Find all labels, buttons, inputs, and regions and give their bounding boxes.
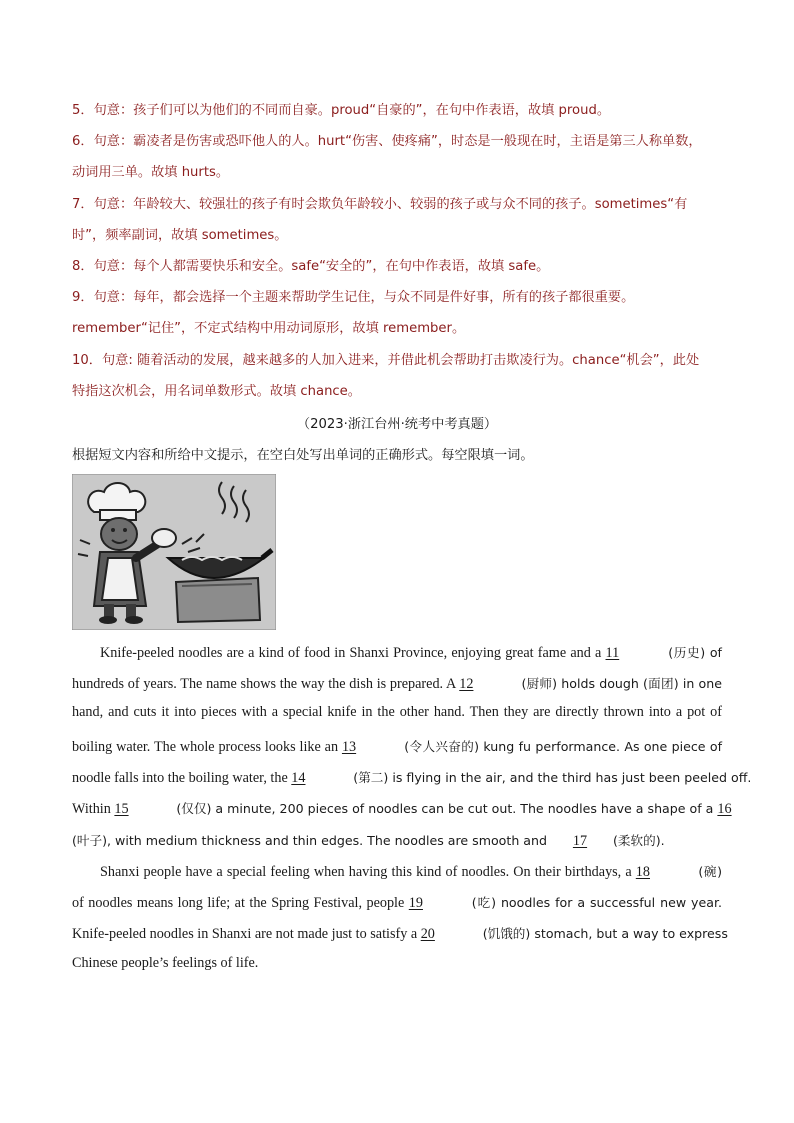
passage-text: noodle falls into the boiling water, the bbox=[72, 770, 292, 786]
explanation-line: 动词用三单。故填 hurts。 bbox=[72, 165, 230, 180]
blank-12[interactable]: 12 bbox=[459, 676, 474, 692]
passage-line bbox=[72, 673, 722, 693]
blank-11[interactable]: 11 bbox=[605, 645, 620, 661]
passage-text: (令人兴奋的) kung fu performance. As one piece of bbox=[399, 739, 723, 754]
explanation-6-cont bbox=[72, 163, 724, 183]
blank-13[interactable]: 13 bbox=[341, 739, 357, 755]
passage-text: of noodles means long life; at the Spring Festival, people bbox=[72, 895, 409, 911]
passage-text: Knife-peeled noodles in Shanxi are not made just to satisfy a bbox=[72, 926, 421, 942]
explanation-line: 句意：每年，都会选择一个主题来帮助学生记住，与众不同是件好事，所有的孩子都很重要。 bbox=[93, 290, 635, 305]
passage-line bbox=[72, 923, 728, 943]
blank-14[interactable]: 14 bbox=[291, 770, 306, 786]
passage-text: Shanxi people have a special feeling when having this kind of noodles. On their birthdays, a bbox=[100, 864, 636, 880]
passage-line bbox=[72, 767, 752, 787]
passage-text: (饥饿的) stomach, but a way to express bbox=[478, 926, 728, 941]
explanation-7 bbox=[72, 195, 724, 215]
explanation-line: 时”，频率副词，故填 sometimes。 bbox=[72, 228, 288, 243]
passage-text: (第二) is flying in the air, and the third has just been peeled off. bbox=[349, 770, 752, 785]
explanation-line: 10． bbox=[72, 353, 102, 368]
passage-text: (柔软的). bbox=[609, 833, 665, 848]
explanation-9 bbox=[72, 288, 724, 308]
explanation-line: 句意：孩子们可以为他们的不同而自豪。proud“自豪的”，在句中作表语，故填 proud。 bbox=[93, 103, 611, 118]
explanation-line: 句意: 随着活动的发展，越来越多的人加入进来，并借此机会帮助打击欺凌行为。chance“机会”，此处 bbox=[101, 353, 700, 368]
blank-20[interactable]: 20 bbox=[420, 926, 435, 942]
passage-text: (吃) noodles for a successful new year. bbox=[466, 895, 723, 910]
passage-line bbox=[72, 955, 258, 972]
passage-text: hand, and cuts it into pieces with a special knife in the other hand. Then they are directly thrown into a pot of bbox=[72, 704, 722, 720]
explanation-line: 句意：霸凌者是伤害或恐吓他人的人。hurt“伤害、使疼痛”，时态是一般现在时，主语是第三人称单数， bbox=[93, 134, 702, 149]
blank-16[interactable]: 16 bbox=[717, 801, 732, 817]
blank-18[interactable]: 18 bbox=[635, 864, 650, 880]
explanation-5 bbox=[72, 101, 724, 121]
passage-line bbox=[72, 830, 665, 850]
passage-text: (厨师) holds dough (面团) in one bbox=[517, 676, 722, 691]
passage-text: Within bbox=[72, 801, 115, 817]
explanation-line: remember“记住”，不定式结构中用动词原形，故填 remember。 bbox=[72, 321, 466, 336]
explanation-8 bbox=[72, 257, 724, 277]
explanation-line: 9． bbox=[72, 290, 94, 305]
explanation-6 bbox=[72, 132, 724, 152]
passage-text: hundreds of years. The name shows the way the dish is prepared. A bbox=[72, 676, 460, 692]
explanation-line: 句意：每个人都需要快乐和安全。safe“安全的”，在句中作表语，故填 safe。 bbox=[93, 259, 550, 274]
passage-text: boiling water. The whole process looks like an bbox=[72, 739, 342, 755]
question-source: （2023·浙江台州·统考中考真题） bbox=[296, 417, 498, 432]
passage-text: Knife-peeled noodles are a kind of food in Shanxi Province, enjoying great fame and a bbox=[100, 645, 606, 661]
passage-text: (仅仅) a minute, 200 pieces of noodles can be cut out. The noodles have a shape of a bbox=[172, 801, 718, 816]
passage-text: (碗) bbox=[693, 864, 722, 879]
blank-17[interactable]: 17 bbox=[572, 833, 588, 849]
passage-line bbox=[72, 892, 722, 912]
question-instruction: 根据短文内容和所给中文提示，在空白处写出单词的正确形式。每空限填一词。 bbox=[72, 448, 534, 463]
explanation-10 bbox=[72, 351, 724, 371]
explanation-7-cont bbox=[72, 226, 724, 246]
passage-line bbox=[100, 861, 722, 881]
passage-text: (叶子), with medium thickness and thin edges. The noodles are smooth and bbox=[72, 833, 551, 848]
explanation-line: 特指这次机会，用名词单数形式。故填 chance。 bbox=[72, 384, 361, 399]
explanation-line: 7． bbox=[72, 197, 94, 212]
passage-line bbox=[72, 798, 732, 818]
explanation-9-cont bbox=[72, 319, 724, 339]
chef-illustration bbox=[72, 474, 276, 630]
passage-line bbox=[72, 704, 722, 721]
passage-line bbox=[100, 642, 722, 662]
passage-text: (历史) of bbox=[663, 645, 722, 660]
explanation-10-cont bbox=[72, 382, 724, 402]
blank-15[interactable]: 15 bbox=[114, 801, 129, 817]
explanation-line: 句意：年龄较大、较强壮的孩子有时会欺负年龄较小、较弱的孩子或与众不同的孩子。sometimes“有 bbox=[93, 197, 688, 212]
passage-line bbox=[72, 736, 722, 756]
blank-19[interactable]: 19 bbox=[408, 895, 423, 911]
explanation-line: 8． bbox=[72, 259, 94, 274]
passage-text: Chinese people’s feelings of life. bbox=[72, 955, 259, 971]
explanation-line: 6． bbox=[72, 134, 94, 149]
explanation-line: 5． bbox=[72, 103, 94, 118]
